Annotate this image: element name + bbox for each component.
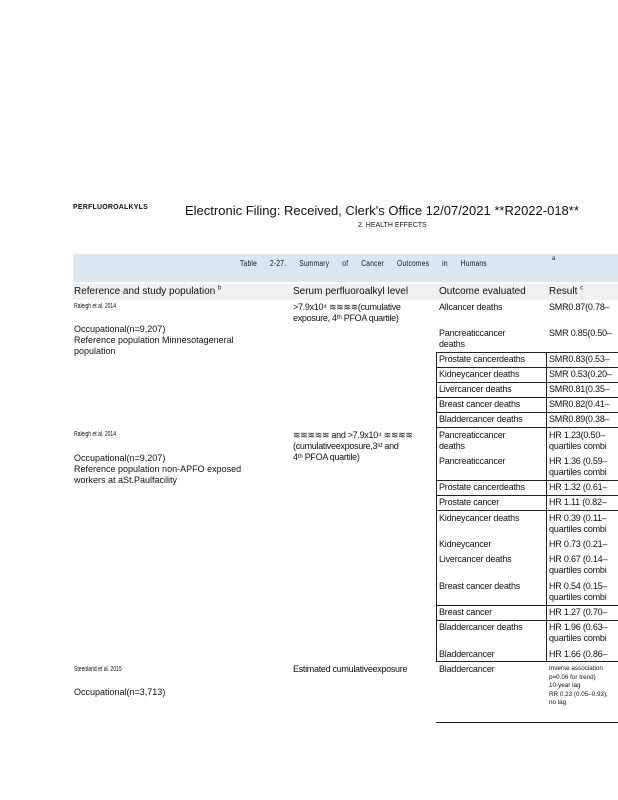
serum-level: Estimated cumulativeexposure <box>293 664 408 674</box>
row-divider <box>436 352 618 353</box>
outcome-cell: Bladdercancer <box>439 649 495 659</box>
row-divider <box>436 427 618 428</box>
column-header-serum: Serum perfluoroalkyl level <box>293 286 409 297</box>
outcome-cell: Pancreaticcancer deaths <box>439 328 506 349</box>
result-cell: HR 1.36 (0.59– quartiles combi <box>549 456 608 477</box>
result-cell: HR 1.96 (0.63– quartiles combi <box>549 622 608 643</box>
row-divider <box>436 605 618 606</box>
outcome-cell: Kidneycancer deaths <box>439 369 520 379</box>
outcome-cell: Pancreaticcancer <box>439 456 506 466</box>
column-header-reference: Reference and study population $^b$ <box>74 285 222 297</box>
result-cell: SMR0.82(0.41– <box>549 399 610 409</box>
result-cell: HR 1.32 (0.61– <box>549 482 608 492</box>
result-cell: SMR 0.53(0.20– <box>549 369 612 379</box>
study-citation: Steenland et al. 2015 <box>74 666 122 673</box>
outcome-cell: Bladdercancer <box>439 664 495 674</box>
table-bottom-rule <box>436 722 618 723</box>
result-cell: HR 0.73 (0.21– <box>549 539 608 549</box>
result-cell: SMR0.81(0.35– <box>549 384 610 394</box>
outcome-cell: Allcancer deaths <box>439 302 503 312</box>
row-divider <box>436 412 618 413</box>
result-cell: HR 1.11 (0.82– <box>549 497 607 507</box>
column-header-outcome: Outcome evaluated <box>439 286 526 297</box>
result-cell: SMR 0.85(0.50– <box>549 328 612 338</box>
column-divider <box>436 352 437 662</box>
study-population: Occupational(n=3,713) <box>74 687 166 697</box>
table-caption: Table 2-27. Summary of Cancer Outcomes in Humans <box>240 258 487 268</box>
row-divider <box>436 620 618 621</box>
table-caption-footnote: a <box>552 256 556 262</box>
row-divider <box>436 367 618 368</box>
study-population: Occupational(n=9,207) Reference population non-APFO exposed workers at aSt.Paulfacility <box>74 453 242 485</box>
result-cell: SMR0.87(0.78– <box>549 302 610 312</box>
row-divider <box>436 495 618 496</box>
result-cell: HR 0.54 (0.15– quartiles combi <box>549 581 608 602</box>
chapter-heading: 2. HEALTH EFFECTS <box>358 222 427 229</box>
column-divider <box>546 352 547 662</box>
serum-level: >7.9x10⁴ ≋≋≋≋(cumulative exposure, 4ᵗʰ PFOA quartile) <box>293 302 401 323</box>
outcome-cell: Livercancer deaths <box>439 384 512 394</box>
outcome-cell: Livercancer deaths <box>439 554 512 564</box>
row-divider <box>436 397 618 398</box>
result-cell: SMR0.89(0.38– <box>549 414 610 424</box>
row-divider <box>436 382 618 383</box>
outcome-cell: Bladdercancer deaths <box>439 622 523 632</box>
outcome-cell: Prostate cancerdeaths <box>439 482 525 492</box>
result-cell: HR 0.67 (0.14– quartiles combi <box>549 554 608 575</box>
serum-level: ≋≋≋≋≋ and >7.9x10⁴ ≋≋≋≋ (cumulativeexposure,3ʳᵈ and 4ᵗʰ PFOA quartile) <box>293 430 413 462</box>
row-divider <box>436 661 618 662</box>
result-cell: SMR0.83(0.53– <box>549 354 610 364</box>
filing-title: Electronic Filing: Received, Clerk's Office 12/07/2021 **R2022-018** <box>185 203 579 218</box>
outcome-cell: Breast cancer deaths <box>439 399 521 409</box>
outcome-cell: Prostate cancer <box>439 497 500 507</box>
outcome-cell: Pancreaticcancer deaths <box>439 430 506 451</box>
row-divider <box>436 510 618 511</box>
row-divider <box>436 480 618 481</box>
section-label: PERFLUOROALKYLS <box>73 204 148 211</box>
result-cell: HR 1.66 (0.86– <box>549 649 608 659</box>
outcome-cell: Kidneycancer <box>439 539 492 549</box>
column-header-result: Result $^c$ <box>549 285 584 297</box>
result-cell: HR 1.27 (0.70– <box>549 607 608 617</box>
outcome-cell: Bladdercancer deaths <box>439 414 523 424</box>
outcome-cell: Kidneycancer deaths <box>439 513 520 523</box>
outcome-cell: Breast cancer deaths <box>439 581 521 591</box>
study-population: Occupational(n=9,207) Reference population Minnesotageneral population <box>74 324 234 356</box>
study-citation: Raleigh et al. 2014 <box>74 431 117 438</box>
result-cell: HR 0.39 (0.11– quartiles combi <box>549 513 607 534</box>
study-citation: Raleigh et al. 2014 <box>74 303 117 310</box>
result-cell: HR 1.23(0.50– quartiles combi <box>549 430 607 451</box>
outcome-cell: Breast cancer <box>439 607 492 617</box>
outcome-cell: Prostate cancerdeaths <box>439 354 525 364</box>
result-cell: Inverse association p=0.06 for trend) 10-year lag RR 0.23 (0.05–0.93), no lag <box>549 665 608 706</box>
